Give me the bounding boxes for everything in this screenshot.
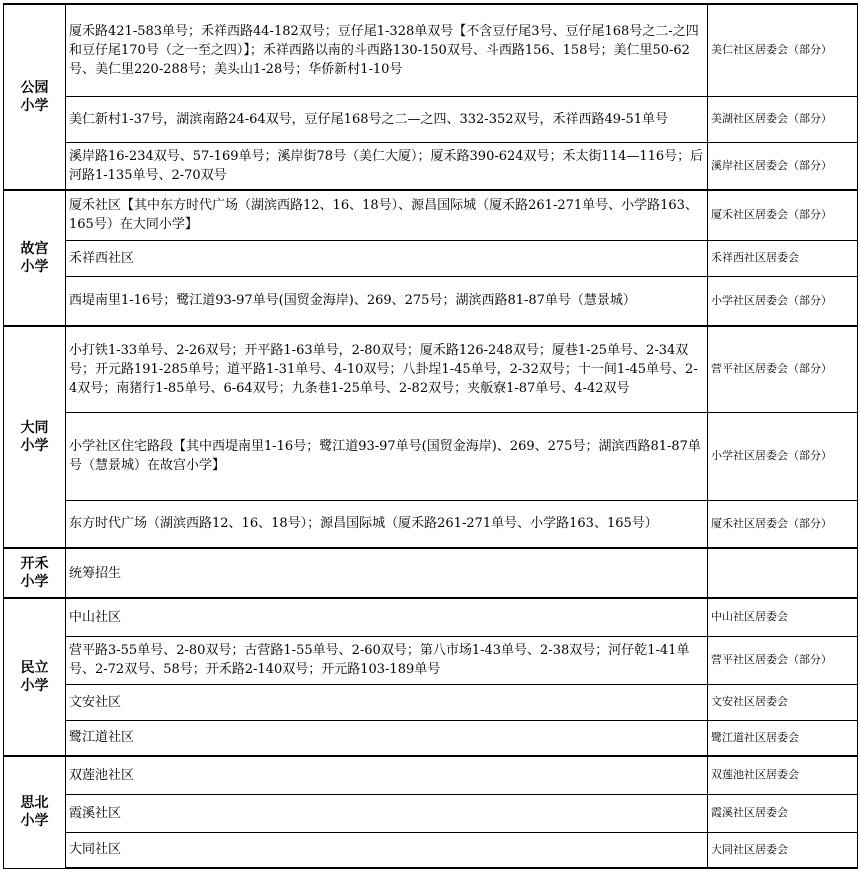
community-committee-cell: 营平社区居委会（部分） bbox=[708, 326, 858, 412]
district-area-cell: 统筹招生 bbox=[66, 548, 708, 598]
community-committee-cell: 双莲池社区居委会 bbox=[708, 756, 858, 794]
district-area-cell: 厦禾路421-583单号；禾祥西路44-182双号；豆仔尾1-328单双号【不含豆仔尾3号、豆仔尾168号之二-之四和豆仔尾170号（之一至之四）】；禾祥西路以南的斗西路130-150双号、斗西路156、158号；美仁里50-62号、美仁里220-288号；美头山1-28号；华侨新村1-10号 bbox=[66, 4, 708, 96]
table-row bbox=[4, 412, 858, 500]
school-name-cell bbox=[4, 326, 66, 548]
school-name: 大同小学 bbox=[20, 420, 49, 454]
community-committee-cell: 大同社区居委会 bbox=[708, 832, 858, 868]
community-committee-cell: 霞溪社区居委会 bbox=[708, 794, 858, 832]
community-committee-cell: 禾祥西社区居委会 bbox=[708, 240, 858, 276]
community-committee-cell: 厦禾社区居委会（部分） bbox=[708, 190, 858, 240]
community-committee-cell: 鹭江道社区居委会 bbox=[708, 720, 858, 756]
community-committee-cell: 小学社区居委会（部分） bbox=[708, 412, 858, 500]
district-area-cell: 大同社区 bbox=[66, 832, 708, 868]
district-area-cell: 鹭江道社区 bbox=[66, 720, 708, 756]
enrollment-table-body bbox=[4, 4, 858, 868]
table-row bbox=[4, 142, 858, 190]
district-area-cell: 中山社区 bbox=[66, 598, 708, 636]
district-area-cell: 小学社区住宅路段【其中西堤南里1-16号；鹭江道93-97单号(国贸金海岸)、269、275号；湖滨西路81-87单号（慧景城）在故宫小学】 bbox=[66, 412, 708, 500]
table-row bbox=[4, 326, 858, 412]
community-committee-cell: 营平社区居委会（部分） bbox=[708, 636, 858, 684]
table-row bbox=[4, 598, 858, 636]
district-area-cell: 文安社区 bbox=[66, 684, 708, 720]
table-row bbox=[4, 756, 858, 794]
district-area-cell: 美仁新村1-37号，湖滨南路24-64双号，豆仔尾168号之二—之四、332-352双号，禾祥西路49-51单号 bbox=[66, 96, 708, 142]
community-committee-cell: 文安社区居委会 bbox=[708, 684, 858, 720]
school-name: 故宫小学 bbox=[20, 241, 49, 275]
table-row bbox=[4, 548, 858, 598]
table-row bbox=[4, 4, 858, 96]
school-name: 思北小学 bbox=[20, 795, 49, 830]
table-row bbox=[4, 636, 858, 684]
district-area-cell: 厦禾社区【其中东方时代广场（湖滨西路12、16、18号）、源昌国际城（厦禾路261-271单号、小学路163、165号）在大同小学】 bbox=[66, 190, 708, 240]
district-area-cell: 溪岸路16-234双号、57-169单号；溪岸街78号（美仁大厦）；厦禾路390-624双号；禾太街114—116号；后河路1-135单号、2-70双号 bbox=[66, 142, 708, 190]
table-row bbox=[4, 240, 858, 276]
school-name: 民立小学 bbox=[20, 660, 49, 694]
community-committee-cell: 溪岸社区居委会（部分） bbox=[708, 142, 858, 190]
district-area-cell: 小打铁1-33单号、2-26双号；开平路1-63单号，2-80双号；厦禾路126-248双号；厦巷1-25单号、2-34双号；开元路191-285单号；道平路1-31单号、4-10双号；八卦埕1-45单号，2-32双号；十一间1-45单号、2-4双号；南猪行1-85单号、6-64双号；九条巷1-25单号、2-82双号；夹舨寮1-87单号、4-42双号 bbox=[66, 326, 708, 412]
school-name-cell bbox=[4, 548, 66, 598]
district-area-cell: 双莲池社区 bbox=[66, 756, 708, 794]
table-row bbox=[4, 720, 858, 756]
enrollment-table bbox=[3, 3, 858, 869]
table-row bbox=[4, 96, 858, 142]
table-row bbox=[4, 684, 858, 720]
school-name-cell bbox=[4, 4, 66, 190]
community-committee-cell: 小学社区居委会（部分） bbox=[708, 276, 858, 326]
community-committee-cell: 中山社区居委会 bbox=[708, 598, 858, 636]
community-committee-cell bbox=[708, 548, 858, 598]
school-name-cell bbox=[4, 756, 66, 868]
district-area-cell: 西堤南里1-16号；鹭江道93-97单号(国贸金海岸)、269、275号；湖滨西路81-87单号（慧景城） bbox=[66, 276, 708, 326]
community-committee-cell: 厦禾社区居委会（部分） bbox=[708, 500, 858, 548]
community-committee-cell: 美仁社区居委会（部分） bbox=[708, 4, 858, 96]
school-name: 公园小学 bbox=[20, 80, 49, 114]
table-row bbox=[4, 794, 858, 832]
school-name: 开禾小学 bbox=[20, 556, 49, 590]
table-row bbox=[4, 276, 858, 326]
school-name-cell bbox=[4, 190, 66, 326]
district-area-cell: 东方时代广场（湖滨西路12、16、18号）；源昌国际城（厦禾路261-271单号、小学路163、165号） bbox=[66, 500, 708, 548]
district-area-cell: 营平路3-55单号、2-80双号；古营路1-55单号、2-60双号；第八市场1-43单号、2-38双号；河仔乾1-41单号、2-72双号、58号；开禾路2-140双号；开元路103-189单号 bbox=[66, 636, 708, 684]
table-row bbox=[4, 190, 858, 240]
district-area-cell: 禾祥西社区 bbox=[66, 240, 708, 276]
table-row bbox=[4, 500, 858, 548]
community-committee-cell: 美湖社区居委会（部分） bbox=[708, 96, 858, 142]
table-row bbox=[4, 832, 858, 868]
district-area-cell: 霞溪社区 bbox=[66, 794, 708, 832]
school-name-cell bbox=[4, 598, 66, 756]
